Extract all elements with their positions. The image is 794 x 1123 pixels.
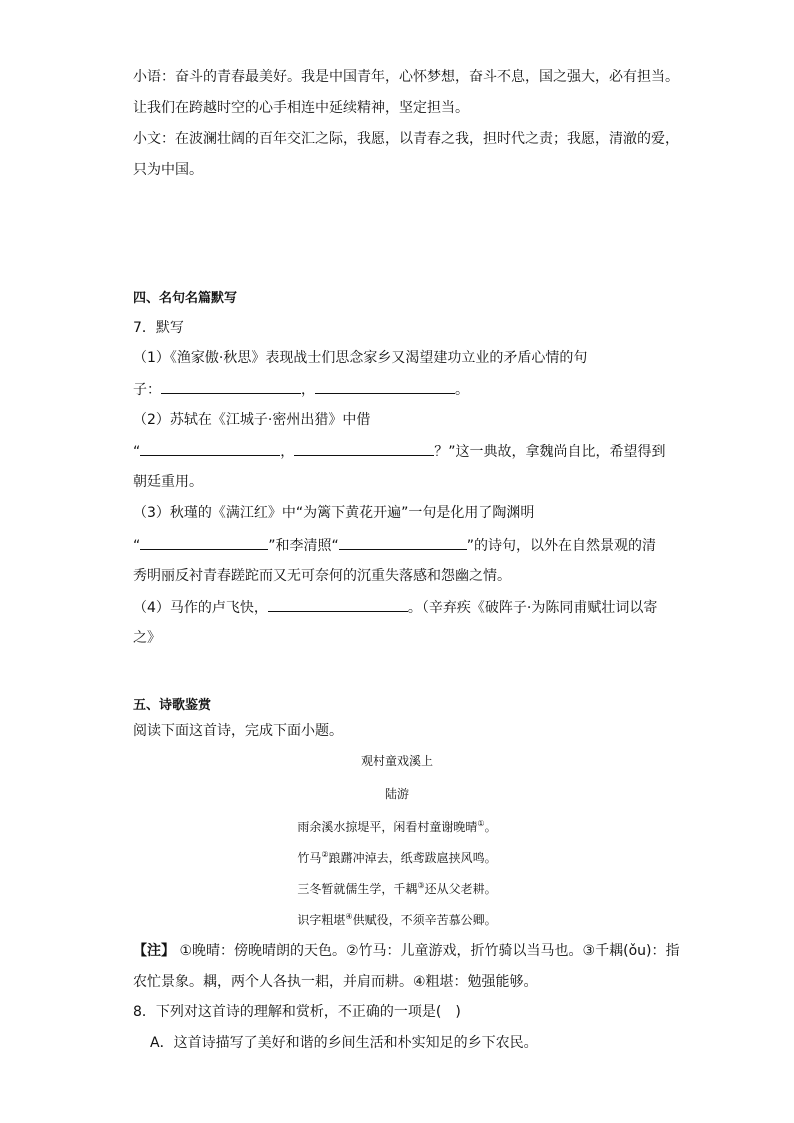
- section-5-intro: 阅读下面这首诗，完成下面小题。: [133, 723, 343, 739]
- item-3-answer-line: [133, 535, 656, 556]
- poem-author: 陆游: [384, 787, 409, 801]
- section-5-title: 五、诗歌鉴赏: [133, 698, 212, 713]
- item-4-source: 。（辛弃疾《破阵子·为陈同甫赋壮词以寄: [407, 600, 658, 616]
- item-2-tail: ？”这一典故，拿魏尚自比，希望得到: [434, 444, 666, 460]
- poem-line-3-a: 三冬暂就儒生学，千耦: [297, 882, 418, 896]
- xiaowen-line-1: 小文：在波澜壮阔的百年交汇之际，我愿，以青春之我，担时代之责；我愿，清澈的爱，: [133, 131, 679, 147]
- open-quote: “: [133, 444, 141, 460]
- comma: ，: [280, 444, 295, 460]
- xiaowen-line-2: 只为中国。: [133, 162, 203, 178]
- footnote-marker-3: ③: [417, 881, 425, 890]
- poem-line-3-b: 还从父老耕。: [424, 882, 497, 896]
- poem-line-4: [0, 908, 794, 929]
- poem-line-4-a: 识字粗堪: [297, 913, 346, 927]
- item-1-prompt: （1）《渔家傲·秋思》表现战士们思念家乡又渴望建功立业的矛盾心情的句: [133, 350, 588, 366]
- item-3-blank-1[interactable]: [140, 535, 268, 550]
- poem-line-2: [0, 846, 794, 867]
- item-4-continuation: 之》: [133, 630, 161, 646]
- comma: ，: [301, 382, 315, 398]
- section-4-title: 四、名句名篇默写: [133, 291, 238, 306]
- question-8: 8．下列对这首诗的理解和赏析，不正确的一项是( ): [133, 1004, 461, 1020]
- item-3-tail: ”的诗句，以外在自然景观的清: [466, 538, 657, 554]
- item-3-continuation: 秀明丽反衬青春蹉跎而又无可奈何的沉重失落感和怨幽之情。: [133, 568, 511, 584]
- poem-line-4-b: 供赋役，不须辛苦慕公卿。: [352, 913, 497, 927]
- item-1-end: 。: [455, 382, 469, 398]
- item-1-answer-line: [133, 379, 469, 400]
- option-a[interactable]: A．这首诗描写了美好和谐的乡间生活和朴实知足的乡下农民。: [150, 1035, 538, 1051]
- open-quote: “: [133, 538, 141, 554]
- item-2-blank-2[interactable]: [294, 441, 434, 456]
- note-text-1: ①晚晴：傍晚晴朗的天色。②竹马：儿童游戏，折竹骑以当马也。③千耦(ǒu)：指: [179, 943, 680, 959]
- poem-line-1: [0, 815, 794, 836]
- footnote-marker-2: ②: [321, 850, 329, 859]
- note-line-2: 农忙景象。耦，两个人各执一耜，并肩而耕。④粗堪：勉强能够。: [133, 974, 538, 990]
- question-7: 7．默写: [133, 320, 184, 336]
- xiaoyu-line-1: 小语：奋斗的青春最美好。我是中国青年，心怀梦想，奋斗不息，国之强大，必有担当。: [133, 69, 679, 85]
- poem-line-2-a: 竹马: [297, 851, 322, 865]
- item-3-mid: ”和李清照“: [268, 538, 339, 554]
- item-2-prompt: （2）苏轼在《江城子·密州出猎》中借: [133, 412, 371, 428]
- item-4-blank[interactable]: [268, 597, 408, 612]
- item-1-blank-1[interactable]: [161, 379, 301, 394]
- item-2-blank-1[interactable]: [140, 441, 280, 456]
- xiaoyu-line-2: 让我们在跨越时空的心手相连中延续精神，坚定担当。: [133, 100, 469, 116]
- footnote-marker-4: ④: [345, 912, 353, 921]
- note-label: 【注】: [133, 943, 175, 959]
- item-4-line: [133, 597, 657, 618]
- item-4-prompt: （4）马作的卢飞快，: [133, 600, 268, 616]
- item-1-blank-2[interactable]: [315, 379, 455, 394]
- footnote-marker-1: ①: [477, 819, 485, 828]
- poem-line-3: [0, 877, 794, 898]
- item-1-prefix: 子：: [133, 382, 161, 398]
- poem-line-2-b: 踉蹡冲淖去，纸鸢跋扈挟风鸣。: [328, 851, 497, 865]
- poem-line-1-end: 。: [484, 820, 497, 834]
- item-2-continuation: 朝廷重用。: [133, 474, 203, 490]
- item-2-answer-line: [133, 441, 666, 462]
- poem-title: 观村童戏溪上: [360, 754, 433, 768]
- item-3-prompt: （3）秋瑾的《满江红》中“为篱下黄花开遍”一句是化用了陶渊明: [133, 505, 535, 521]
- note-line-1: [133, 941, 679, 961]
- item-3-blank-2[interactable]: [339, 535, 467, 550]
- poem-line-1-text: 雨余溪水掠堤平，闲看村童谢晚晴: [297, 820, 478, 834]
